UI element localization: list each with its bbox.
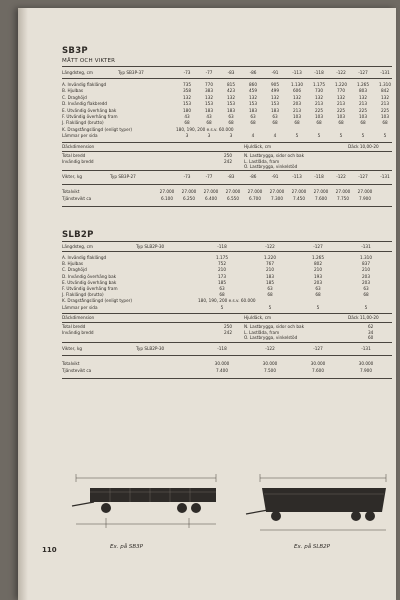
table-row xyxy=(176,114,396,119)
table-cell: 213 xyxy=(337,101,345,107)
table-cell: -86 xyxy=(249,174,257,179)
table-cell: 27.000 xyxy=(291,189,307,194)
table-cell xyxy=(330,127,352,132)
table-cell: 7.900 xyxy=(360,368,372,373)
table-row xyxy=(198,286,390,291)
table-cell: -122 xyxy=(336,174,346,179)
table-row-label: F. Utvändig överhäng fram xyxy=(62,114,118,119)
table-cell: 153 xyxy=(271,101,279,107)
table-cell: -127 xyxy=(358,70,368,75)
width-label: Total bredd xyxy=(62,324,86,329)
caption-slb2p: Ex. på SLB2P xyxy=(294,544,330,550)
table-cell xyxy=(294,298,342,303)
table-cell: -127 xyxy=(313,346,323,351)
table-cell: 203 xyxy=(362,279,370,285)
table-cell: 68 xyxy=(272,120,278,126)
table-row-label: D. Invändig överhäng bak xyxy=(62,273,117,279)
table-cell: 103 xyxy=(381,114,389,119)
table-cell: 68 xyxy=(206,120,212,126)
table-cell: -83 xyxy=(227,70,235,75)
table-cell: 132 xyxy=(205,94,213,100)
table-cell: 132 xyxy=(381,94,389,100)
trailer-flatbed xyxy=(90,488,216,502)
table-row-label: A. Invändig flaklängd xyxy=(62,82,107,87)
table-row-label: A. Invändig flaklängd xyxy=(62,255,107,260)
table-cell: 1.310 xyxy=(360,255,372,260)
table-cell: 770 xyxy=(205,82,213,87)
table-cell: -73 xyxy=(183,70,191,75)
table-cell xyxy=(308,127,330,132)
table-cell: 63 xyxy=(228,114,234,119)
total-values xyxy=(156,189,376,194)
table-cell: 7.400 xyxy=(216,368,228,373)
tyre-label: Däckdimension xyxy=(62,144,95,149)
table-cell: -77 xyxy=(205,70,213,75)
table-row xyxy=(176,108,396,113)
wheel xyxy=(191,503,201,513)
table-cell: 210 xyxy=(218,267,226,273)
width-note: L. Lastlåda, fram xyxy=(244,158,280,164)
width-right: 62 xyxy=(368,324,374,329)
width-label: Total bredd xyxy=(62,153,86,158)
rule xyxy=(62,342,392,343)
rule xyxy=(62,142,392,143)
section-title-slb2p: SLB2P xyxy=(62,230,94,240)
table-row xyxy=(198,305,390,310)
rule xyxy=(62,206,392,207)
table-cell: 213 xyxy=(381,101,389,107)
table-cell: 210 xyxy=(362,267,370,273)
width-right: 34 xyxy=(368,329,374,335)
table-cell: 185 xyxy=(266,279,274,285)
table-cell: 68 xyxy=(294,120,300,126)
table-cell: 68 xyxy=(382,120,388,126)
table-cell: 27.000 xyxy=(225,189,241,194)
table-row xyxy=(198,298,390,303)
table-cell: 27.000 xyxy=(269,189,285,194)
table-row xyxy=(198,261,390,266)
table-cell: 5 xyxy=(268,304,272,310)
table-cell: 213 xyxy=(359,101,367,107)
table-cell: 68 xyxy=(219,292,225,298)
width-note: O. Lastbrygga, vinkelstöd xyxy=(244,164,298,170)
table-cell xyxy=(220,127,242,132)
table-cell: 383 xyxy=(205,88,213,94)
table-cell: 43 xyxy=(206,114,212,119)
table-cell: 606 xyxy=(293,88,301,94)
type-label: Typ SLB2P-30 xyxy=(136,244,165,249)
tyre-value: Hjuldäck, cm xyxy=(244,315,272,320)
rule xyxy=(62,170,392,171)
table-cell xyxy=(246,298,294,303)
table-cell: 68 xyxy=(250,120,256,126)
table-row xyxy=(198,280,390,285)
rule xyxy=(62,66,392,67)
table-cell: 30.000 xyxy=(358,361,374,366)
table-row-label: D. Invändig flakbredd xyxy=(62,101,108,107)
weight-type: Typ SB3P-27 xyxy=(110,174,136,179)
table-cell: 153 xyxy=(227,101,235,107)
page-number: 110 xyxy=(42,546,57,554)
table-cell: 185 xyxy=(218,279,226,285)
table-cell xyxy=(264,127,286,132)
table-cell: 4 xyxy=(273,133,277,139)
table-cell: 5 xyxy=(383,133,387,139)
table-cell: 180 xyxy=(183,107,191,113)
table-cell: 767 xyxy=(266,261,274,267)
table-cell: 5 xyxy=(361,133,365,139)
table-row xyxy=(198,292,390,297)
rule xyxy=(62,151,392,152)
table-row xyxy=(176,82,396,87)
section-title-sb3p: SB3P xyxy=(62,46,88,56)
table-cell: 837 xyxy=(362,261,370,267)
table-cell xyxy=(342,298,390,303)
table-cell: 842 xyxy=(381,88,389,94)
table-cell: 68 xyxy=(267,292,273,298)
table-cell: -122 xyxy=(265,346,275,351)
table-cell: -77 xyxy=(205,174,213,179)
table-cell: 225 xyxy=(315,107,323,113)
weight-values xyxy=(176,174,396,179)
rule xyxy=(62,241,392,242)
width-label: Invändig bredd xyxy=(62,158,94,164)
wheel xyxy=(101,503,111,513)
table-cell: 7.900 xyxy=(359,196,371,201)
table-cell: 210 xyxy=(314,267,322,273)
table-cell: -131 xyxy=(361,346,371,351)
table-cell: 132 xyxy=(227,94,235,100)
table-cell: 43 xyxy=(184,114,190,119)
table-cell: 6.250 xyxy=(183,196,195,201)
table-cell: 1.310 xyxy=(379,82,391,87)
table-cell: 5 xyxy=(364,304,368,310)
table-cell: -83 xyxy=(227,174,235,179)
table-cell: 153 xyxy=(183,101,191,107)
table-row-label: C. Draghöjd xyxy=(62,94,87,100)
length-label: Längdsteg, cm xyxy=(62,244,93,249)
tyre-label: Däckdimension xyxy=(62,315,95,320)
table-cell: 203 xyxy=(362,273,370,279)
table-cell: 68 xyxy=(184,120,190,126)
table-cell: 7.750 xyxy=(337,196,349,201)
wheel xyxy=(271,511,281,521)
table-row xyxy=(198,274,390,279)
tyre-right: Däck 11,00-20 xyxy=(348,315,379,320)
length-values xyxy=(198,244,390,249)
table-cell: 213 xyxy=(315,101,323,107)
table-row-label: F. Utvändig överhäng fram xyxy=(62,286,118,291)
width-note: N. Lastbrygga, sidor och bak xyxy=(244,153,305,158)
table-cell: 7.300 xyxy=(271,196,283,201)
rule xyxy=(62,378,392,379)
table-cell: 802 xyxy=(314,261,322,267)
table-row xyxy=(198,267,390,272)
table-cell: 193 xyxy=(314,273,322,279)
table-cell: 730 xyxy=(315,88,323,94)
width-value: 250 xyxy=(224,153,232,158)
table-cell: 132 xyxy=(293,94,301,100)
table-cell xyxy=(286,127,308,132)
table-row-label: K. Dragstångslängd (enligt typer) xyxy=(62,126,133,132)
table-row xyxy=(176,120,396,125)
tare-values xyxy=(198,368,390,373)
rule xyxy=(62,313,392,314)
table-cell: 180, 190, 200 e.s.v. 60.000 xyxy=(176,126,234,132)
table-cell: 860 xyxy=(249,82,257,87)
table-cell: 68 xyxy=(228,120,234,126)
table-row-label: Lämmar per sida xyxy=(62,304,98,310)
table-cell: 7.500 xyxy=(264,368,276,373)
table-cell: -113 xyxy=(292,70,302,75)
table-cell: 183 xyxy=(271,107,279,113)
wheel xyxy=(365,511,375,521)
table-cell: 6.400 xyxy=(205,196,217,201)
table-cell: 5 xyxy=(220,304,224,310)
table-cell: -131 xyxy=(361,244,371,249)
table-cell: 5 xyxy=(317,133,321,139)
total-values xyxy=(198,361,390,366)
width-value: 242 xyxy=(224,329,232,335)
wheel xyxy=(177,503,187,513)
rule xyxy=(62,251,392,252)
table-cell: -127 xyxy=(358,174,368,179)
width-note: O. Lastbrygga, vinkelstöd xyxy=(244,335,298,341)
page-spine-shadow xyxy=(18,8,28,600)
table-cell: 183 xyxy=(266,273,274,279)
table-row-label: B. Hjulbas xyxy=(62,261,84,267)
table-cell: 63 xyxy=(250,114,256,119)
table-cell: -131 xyxy=(380,174,390,179)
drawbar xyxy=(246,510,268,514)
table-cell: 30.000 xyxy=(262,361,278,366)
sb3p-trailer-drawing xyxy=(70,468,220,538)
table-cell: 27.000 xyxy=(203,189,219,194)
table-cell: 1.220 xyxy=(264,255,276,260)
table-cell: 499 xyxy=(271,88,279,94)
table-cell: 27.000 xyxy=(357,189,373,194)
table-cell: 735 xyxy=(183,82,191,87)
table-cell: 173 xyxy=(218,273,226,279)
table-cell: 1.265 xyxy=(312,255,324,260)
table-cell: 27.000 xyxy=(247,189,263,194)
drawbar xyxy=(72,502,94,506)
table-cell: 459 xyxy=(249,88,257,94)
table-cell: 180, 190, 200 e.s.v. 60.000 xyxy=(198,298,256,304)
table-cell: 6.550 xyxy=(227,196,239,201)
table-cell: 770 xyxy=(337,88,345,94)
rule xyxy=(62,355,392,356)
table-cell: 132 xyxy=(359,94,367,100)
table-cell: 225 xyxy=(337,107,345,113)
table-cell: 153 xyxy=(205,101,213,107)
table-cell: 132 xyxy=(337,94,345,100)
table-cell: 423 xyxy=(227,88,235,94)
weight-values xyxy=(198,346,390,351)
table-cell: 103 xyxy=(337,114,345,119)
table-cell: 30.000 xyxy=(214,361,230,366)
table-cell: 27.000 xyxy=(335,189,351,194)
tyre-right: Däck 10,00-20 xyxy=(348,144,379,149)
table-row xyxy=(176,127,396,132)
table-cell: 7.600 xyxy=(312,368,324,373)
weight-label: Vikter, kg xyxy=(62,346,83,351)
table-cell: -113 xyxy=(292,174,302,179)
table-cell xyxy=(374,127,396,132)
table-cell: 183 xyxy=(227,107,235,113)
table-cell: -118 xyxy=(314,70,324,75)
table-cell: 4 xyxy=(251,133,255,139)
table-cell: -122 xyxy=(336,70,346,75)
table-row xyxy=(176,101,396,106)
tyre-value: Hjuldäck, cm xyxy=(244,144,272,149)
width-note: N. Lastbrygga, sidor och bak xyxy=(244,324,305,329)
rule xyxy=(62,78,392,79)
total-label: Totalvikt xyxy=(62,189,80,194)
table-cell: 183 xyxy=(205,107,213,113)
table-cell: -122 xyxy=(265,244,275,249)
table-cell: 63 xyxy=(363,286,369,291)
table-cell: 1.265 xyxy=(357,82,369,87)
width-note: L. Lastlåda, fram xyxy=(244,329,280,335)
table-cell: 905 xyxy=(271,82,279,87)
book-page xyxy=(18,8,396,600)
table-row-label: C. Draghöjd xyxy=(62,267,87,273)
table-cell: 68 xyxy=(338,120,344,126)
table-cell: -91 xyxy=(271,174,279,179)
table-cell xyxy=(352,127,374,132)
table-cell: -91 xyxy=(271,70,279,75)
rule xyxy=(62,184,392,185)
table-cell: 132 xyxy=(315,94,323,100)
table-cell: 27.000 xyxy=(159,189,175,194)
table-cell: 5 xyxy=(316,304,320,310)
table-cell: 225 xyxy=(359,107,367,113)
table-cell: 68 xyxy=(360,120,366,126)
table-cell: 815 xyxy=(227,82,235,87)
table-cell: 3 xyxy=(185,133,189,139)
table-cell: -118 xyxy=(217,346,227,351)
table-cell: 3 xyxy=(229,133,233,139)
table-row-label: J. Flaklängd (brutto) xyxy=(62,292,104,298)
length-label: Längdsteg, cm xyxy=(62,70,93,75)
table-cell: 132 xyxy=(271,94,279,100)
width-value: 250 xyxy=(224,324,232,329)
table-cell: 6.100 xyxy=(161,196,173,201)
total-label: Totalvikt xyxy=(62,361,80,366)
table-cell: 3 xyxy=(207,133,211,139)
table-cell: 103 xyxy=(359,114,367,119)
table-cell: -86 xyxy=(249,70,257,75)
table-cell: 1.220 xyxy=(335,82,347,87)
type-label: Typ SB3P-37 xyxy=(118,70,144,75)
table-cell: 358 xyxy=(183,88,191,94)
width-value: 242 xyxy=(224,158,232,164)
tare-label: Tjänstevikt ca xyxy=(62,196,92,201)
table-cell: 1.175 xyxy=(313,82,325,87)
table-cell: 1.130 xyxy=(291,82,303,87)
table-row xyxy=(176,95,396,100)
table-cell: 63 xyxy=(219,286,225,291)
table-cell: 30.000 xyxy=(310,361,326,366)
table-cell xyxy=(242,127,264,132)
table-cell: 27.000 xyxy=(181,189,197,194)
table-row-label: E. Utvändig överhäng bak xyxy=(62,279,117,285)
table-cell: 7.450 xyxy=(293,196,305,201)
table-cell: 1.175 xyxy=(216,255,228,260)
table-cell: 803 xyxy=(359,88,367,94)
table-cell: -118 xyxy=(217,244,227,249)
table-row-label: J. Flaklängd (brutto) xyxy=(62,120,104,126)
table-cell: 213 xyxy=(293,107,301,113)
caption-sb3p: Ex. på SB3P xyxy=(110,544,143,550)
table-cell: 203 xyxy=(314,279,322,285)
width-label: Invändig bredd xyxy=(62,329,94,335)
table-cell: 63 xyxy=(272,114,278,119)
tare-values xyxy=(156,196,376,201)
table-row-label: B. Hjulbas xyxy=(62,88,84,94)
table-cell: 153 xyxy=(249,101,257,107)
width-right: 60 xyxy=(368,335,374,341)
table-cell: 210 xyxy=(266,267,274,273)
table-cell: 68 xyxy=(316,120,322,126)
table-cell: 132 xyxy=(183,94,191,100)
table-cell: 68 xyxy=(315,292,321,298)
table-cell: 63 xyxy=(315,286,321,291)
table-row-label: E. Utvändig överhäng bak xyxy=(62,107,117,113)
section-subtitle: MÅTT OCH VIKTER xyxy=(62,58,116,64)
table-cell: 103 xyxy=(293,114,301,119)
rule xyxy=(62,322,392,323)
tare-label: Tjänstevikt ca xyxy=(62,368,92,373)
table-row xyxy=(198,255,390,260)
table-cell: 203 xyxy=(293,101,301,107)
table-cell: 63 xyxy=(267,286,273,291)
table-row-label: Lämmar per sida xyxy=(62,133,98,139)
table-cell: 6.700 xyxy=(249,196,261,201)
table-cell: 752 xyxy=(218,261,226,267)
length-values xyxy=(176,70,396,75)
table-cell: -73 xyxy=(183,174,191,179)
slb2p-trailer-drawing xyxy=(240,468,390,538)
table-cell: 7.600 xyxy=(315,196,327,201)
wheel xyxy=(351,511,361,521)
table-row-label: K. Dragstångslängd (enligt typer) xyxy=(62,298,133,304)
weight-label: Vikter, kg xyxy=(62,174,83,179)
table-cell: 183 xyxy=(249,107,257,113)
table-cell: 5 xyxy=(339,133,343,139)
trailer-box xyxy=(262,488,386,512)
table-cell: -118 xyxy=(314,174,324,179)
weight-type: Typ SLB2P-30 xyxy=(136,346,165,351)
table-cell: -127 xyxy=(313,244,323,249)
table-cell xyxy=(198,127,220,132)
table-cell: 132 xyxy=(249,94,257,100)
table-row xyxy=(176,88,396,93)
table-cell: 5 xyxy=(295,133,299,139)
table-cell: 68 xyxy=(363,292,369,298)
table-row xyxy=(176,133,396,138)
table-cell: 103 xyxy=(315,114,323,119)
table-cell: -131 xyxy=(380,70,390,75)
table-cell: 27.000 xyxy=(313,189,329,194)
table-cell: 225 xyxy=(381,107,389,113)
